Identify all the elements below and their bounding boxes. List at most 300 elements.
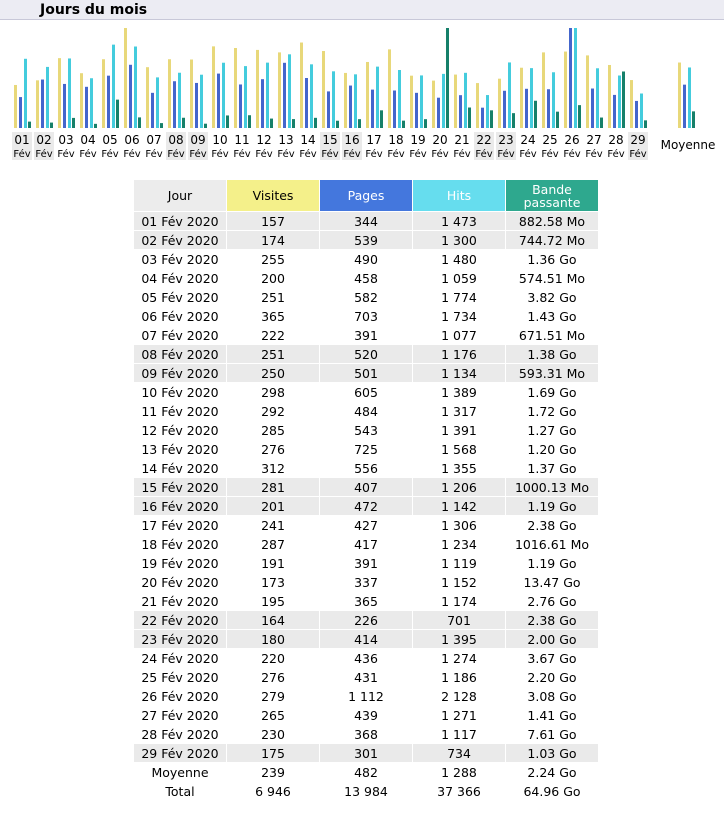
cell-bande: 1.69 Go [527, 384, 577, 400]
cell-bande: 1.19 Go [506, 497, 598, 515]
cell-jour: 23 Fév 2020 [134, 630, 226, 648]
table-row [134, 516, 598, 534]
bar-pages [591, 89, 594, 128]
bar-pages [327, 91, 330, 128]
table-row [134, 288, 598, 306]
cell-bande: 1000.13 Mo [506, 478, 598, 496]
bar-visites [432, 81, 435, 128]
bar-hits [464, 73, 467, 128]
cell-hits: 1 473 [413, 212, 505, 230]
table-row [134, 573, 598, 591]
cell-visites: 281 [227, 478, 319, 496]
table-row [134, 535, 598, 553]
bar-bande [490, 110, 493, 128]
day-month-label: Fév [475, 149, 493, 160]
day-month-label: Fév [409, 149, 427, 160]
cell-bande: 744.72 Mo [506, 231, 598, 249]
bar-visites [146, 67, 149, 128]
cell-jour: 27 Fév 2020 [141, 707, 219, 723]
bar-hits [376, 67, 379, 128]
cell-pages: 301 [320, 744, 412, 762]
day-month-label: Fév [101, 149, 119, 160]
bar-bande [28, 122, 31, 128]
average-bar-hits [688, 67, 691, 128]
cell-jour: 19 Fév 2020 [141, 555, 219, 571]
day-month-label: Fév [189, 149, 207, 160]
bar-pages [41, 80, 44, 128]
bar-pages [393, 91, 396, 129]
cell-jour: 11 Fév 2020 [141, 403, 219, 419]
cell-visites: 191 [261, 555, 285, 571]
table-row [134, 440, 598, 458]
cell-hits: 1 317 [441, 403, 477, 419]
bar-hits [178, 73, 181, 128]
cell-hits: 1 117 [441, 726, 477, 742]
cell-jour: 07 Fév 2020 [141, 327, 219, 343]
cell-bande: 1.41 Go [527, 707, 577, 723]
cell-pages: 501 [320, 364, 412, 382]
bar-visites [608, 65, 611, 128]
header-bande-passante: Bande passante [506, 180, 598, 211]
cell-hits: 1 568 [441, 441, 477, 457]
bar-bande [644, 120, 647, 128]
bar-hits [420, 75, 423, 128]
cell-bande: 64.96 Go [523, 783, 581, 799]
cell-bande: 1.20 Go [527, 441, 577, 457]
bar-visites [454, 75, 457, 128]
bar-pages [283, 63, 286, 128]
table-row [134, 592, 598, 610]
bar-bande [314, 118, 317, 128]
day-month-label: Fév [607, 149, 625, 160]
bar-bande [380, 110, 383, 128]
bar-bande [402, 121, 405, 128]
day-number-label: 12 [256, 133, 272, 147]
cell-jour: 17 Fév 2020 [141, 517, 219, 533]
bar-bande [138, 117, 141, 128]
bar-pages [459, 95, 462, 128]
bar-pages [173, 81, 176, 128]
day-month-label: Fév [453, 149, 471, 160]
bar-bande [226, 115, 229, 128]
bar-pages [569, 28, 572, 128]
bar-bande [512, 113, 515, 128]
bar-pages [481, 108, 484, 128]
cell-visites: 175 [227, 744, 319, 762]
bar-hits [244, 66, 247, 128]
cell-hits: 1 391 [441, 422, 477, 438]
day-number-label: 06 [124, 133, 140, 147]
day-month-label: Fév [79, 149, 97, 160]
cell-bande: 1.36 Go [527, 251, 577, 267]
bar-bande [248, 115, 251, 128]
day-month-label: Fév [387, 149, 405, 160]
day-month-label: Fév [167, 149, 185, 160]
table-row [134, 212, 598, 230]
cell-hits: 1 142 [413, 497, 505, 515]
cell-visites: 195 [261, 593, 285, 609]
bar-visites [58, 58, 61, 128]
cell-bande: 2.24 Go [527, 764, 577, 780]
cell-jour: 24 Fév 2020 [141, 650, 219, 666]
cell-pages: 482 [354, 764, 378, 780]
bar-pages [107, 76, 110, 128]
bar-visites [388, 49, 391, 128]
cell-bande: 1.43 Go [527, 308, 577, 324]
day-number-label: 29 [630, 133, 646, 147]
cell-jour: 16 Fév 2020 [134, 497, 226, 515]
cell-jour: 08 Fév 2020 [134, 345, 226, 363]
cell-jour: 26 Fév 2020 [141, 688, 219, 704]
cell-visites: 201 [227, 497, 319, 515]
cell-hits: 1 119 [441, 555, 477, 571]
cell-jour: 05 Fév 2020 [141, 289, 219, 305]
cell-visites: 173 [261, 574, 285, 590]
section-title-bar [0, 0, 724, 20]
header-hits: Hits [413, 180, 505, 211]
bar-pages [613, 95, 616, 128]
bar-visites [410, 76, 413, 128]
header-jour: Jour [134, 180, 226, 211]
bar-bande [534, 101, 537, 128]
bar-hits [354, 74, 357, 128]
cell-bande: 1.27 Go [527, 422, 577, 438]
bar-pages [635, 101, 638, 128]
cell-pages: 427 [354, 517, 378, 533]
header-visites: Visites [227, 180, 319, 211]
cell-bande: 3.82 Go [527, 289, 577, 305]
day-number-label: 03 [58, 133, 74, 147]
bar-bande [446, 28, 449, 128]
cell-hits: 734 [413, 744, 505, 762]
cell-jour: Total [165, 783, 195, 799]
day-month-label: Fév [541, 149, 559, 160]
day-number-label: 11 [234, 133, 250, 147]
bar-bande [468, 108, 471, 128]
table-row [134, 307, 598, 325]
table-row-total [134, 782, 598, 800]
bar-hits [640, 94, 643, 128]
bar-hits [266, 63, 269, 128]
cell-hits: 701 [413, 611, 505, 629]
cell-visites: 250 [227, 364, 319, 382]
cell-bande: 7.61 Go [527, 726, 577, 742]
cell-visites: 255 [261, 251, 285, 267]
cell-hits: 1 234 [441, 536, 477, 552]
average-label: Moyenne [660, 138, 716, 152]
cell-bande: 2.38 Go [527, 517, 577, 533]
cell-pages: 472 [320, 497, 412, 515]
table-row [134, 269, 598, 287]
cell-pages: 543 [354, 422, 378, 438]
bar-visites [212, 46, 215, 128]
cell-bande: 1.38 Go [506, 345, 598, 363]
bar-hits [508, 62, 511, 128]
cell-bande: 3.67 Go [527, 650, 577, 666]
cell-hits: 1 134 [413, 364, 505, 382]
cell-pages: 582 [354, 289, 378, 305]
cell-visites: 279 [261, 688, 285, 704]
bar-hits [68, 58, 71, 128]
bar-bande [116, 100, 119, 128]
bar-bande [94, 124, 97, 128]
cell-pages: 431 [354, 669, 378, 685]
bar-pages [305, 78, 308, 128]
day-number-label: 14 [300, 133, 316, 147]
day-month-label: Fév [277, 149, 295, 160]
bar-hits [530, 68, 533, 128]
day-number-label: 18 [388, 133, 404, 147]
cell-jour: 14 Fév 2020 [141, 460, 219, 476]
cell-jour: 29 Fév 2020 [134, 744, 226, 762]
cell-jour: 21 Fév 2020 [141, 593, 219, 609]
cell-hits: 1 077 [441, 327, 477, 343]
day-number-label: 05 [102, 133, 118, 147]
cell-pages: 436 [354, 650, 378, 666]
day-month-label: Fév [497, 149, 515, 160]
cell-jour: 01 Fév 2020 [134, 212, 226, 230]
cell-jour: 03 Fév 2020 [141, 251, 219, 267]
day-number-label: 13 [278, 133, 294, 147]
cell-bande: 1016.61 Mo [514, 536, 590, 552]
bar-pages [217, 74, 220, 128]
cell-visites: 312 [261, 460, 285, 476]
cell-bande: 882.58 Mo [506, 212, 598, 230]
cell-visites: 222 [261, 327, 285, 343]
bar-visites [124, 28, 127, 128]
table-row [134, 250, 598, 268]
bar-visites [36, 80, 39, 128]
day-month-label: Fév [519, 149, 537, 160]
cell-hits: 1 774 [441, 289, 477, 305]
cell-pages: 368 [354, 726, 378, 742]
header-pages: Pages [320, 180, 412, 211]
table-row-moyenne [134, 763, 598, 781]
cell-hits: 1 355 [441, 460, 477, 476]
bar-hits [442, 74, 445, 128]
bar-hits [24, 59, 27, 128]
cell-visites: 251 [227, 345, 319, 363]
cell-pages: 484 [354, 403, 378, 419]
cell-visites: 174 [227, 231, 319, 249]
bar-bande [50, 123, 53, 128]
cell-visites: 292 [261, 403, 285, 419]
cell-hits: 1 186 [441, 669, 477, 685]
bar-pages [503, 91, 506, 128]
cell-jour: 02 Fév 2020 [134, 231, 226, 249]
day-number-label: 10 [212, 133, 228, 147]
bar-visites [366, 62, 369, 128]
cell-pages: 417 [354, 536, 378, 552]
cell-hits: 2 128 [441, 688, 477, 704]
day-number-label: 24 [520, 133, 536, 147]
bar-bande [292, 119, 295, 128]
bar-bande [622, 72, 625, 128]
bar-hits [222, 63, 225, 128]
cell-pages: 391 [354, 327, 378, 343]
cell-hits: 1 395 [413, 630, 505, 648]
cell-jour: 04 Fév 2020 [141, 270, 219, 286]
cell-visites: 164 [227, 611, 319, 629]
cell-hits: 37 366 [437, 783, 481, 799]
cell-jour: 20 Fév 2020 [141, 574, 219, 590]
bar-visites [586, 55, 589, 128]
cell-visites: 6 946 [255, 783, 291, 799]
table-row [134, 611, 598, 629]
bar-visites [300, 43, 303, 128]
bar-pages [525, 89, 528, 128]
cell-hits: 1 059 [441, 270, 477, 286]
cell-bande: 2.20 Go [527, 669, 577, 685]
day-month-label: Fév [233, 149, 251, 160]
cell-bande: 13.47 Go [523, 574, 581, 590]
table-row [134, 326, 598, 344]
day-month-label: Fév [365, 149, 383, 160]
cell-bande: 1.03 Go [506, 744, 598, 762]
bar-pages [63, 84, 66, 128]
bar-visites [234, 48, 237, 128]
table-row [134, 649, 598, 667]
table-row [134, 706, 598, 724]
cell-visites: 200 [261, 270, 285, 286]
bar-hits [46, 67, 49, 128]
day-month-label: Fév [35, 149, 53, 160]
bar-bande [204, 124, 207, 128]
cell-pages: 725 [354, 441, 378, 457]
day-number-label: 23 [498, 133, 514, 147]
day-number-label: 21 [454, 133, 470, 147]
day-number-label: 02 [36, 133, 52, 147]
bar-pages [19, 97, 22, 128]
cell-visites: 287 [261, 536, 285, 552]
bar-visites [168, 59, 171, 128]
day-number-label: 15 [322, 133, 338, 147]
cell-hits: 1 288 [441, 764, 477, 780]
cell-bande: 1.37 Go [527, 460, 577, 476]
bar-pages [195, 83, 198, 128]
cell-pages: 365 [354, 593, 378, 609]
day-month-label: Fév [57, 149, 75, 160]
table-row [134, 231, 598, 249]
cell-pages: 391 [354, 555, 378, 571]
cell-jour: 18 Fév 2020 [141, 536, 219, 552]
cell-visites: 220 [261, 650, 285, 666]
day-month-label: Fév [343, 149, 361, 160]
bar-pages [151, 93, 154, 128]
cell-pages: 337 [354, 574, 378, 590]
day-number-label: 27 [586, 133, 602, 147]
bar-bande [270, 119, 273, 128]
cell-pages: 605 [354, 384, 378, 400]
bar-pages [415, 93, 418, 128]
day-month-label: Fév [431, 149, 449, 160]
day-month-label: Fév [255, 149, 273, 160]
cell-pages: 407 [320, 478, 412, 496]
bar-visites [14, 85, 17, 128]
cell-pages: 414 [320, 630, 412, 648]
bar-pages [437, 98, 440, 128]
cell-visites: 276 [261, 669, 285, 685]
daily-bar-chart [0, 20, 724, 160]
bar-bande [72, 118, 75, 128]
cell-bande: 671.51 Mo [518, 327, 586, 343]
day-number-label: 08 [168, 133, 184, 147]
day-month-label: Fév [299, 149, 317, 160]
bar-visites [190, 60, 193, 128]
cell-jour: 06 Fév 2020 [141, 308, 219, 324]
bar-pages [239, 84, 242, 128]
average-bar-pages [683, 85, 686, 128]
table-row [134, 364, 598, 382]
cell-pages: 344 [320, 212, 412, 230]
bar-visites [256, 50, 259, 128]
bar-bande [182, 118, 185, 128]
cell-hits: 1 271 [441, 707, 477, 723]
cell-hits: 1 174 [441, 593, 477, 609]
cell-visites: 276 [261, 441, 285, 457]
average-bar-visites [678, 63, 681, 128]
table-row [134, 554, 598, 572]
cell-bande: 2.00 Go [506, 630, 598, 648]
cell-visites: 365 [261, 308, 285, 324]
cell-jour: 10 Fév 2020 [141, 384, 219, 400]
cell-pages: 556 [354, 460, 378, 476]
cell-visites: 285 [261, 422, 285, 438]
day-number-label: 16 [344, 133, 360, 147]
cell-visites: 251 [261, 289, 285, 305]
bar-bande [600, 118, 603, 128]
table-row [134, 402, 598, 420]
daily-stats-table [133, 179, 599, 801]
bar-hits [90, 78, 93, 128]
table-row [134, 383, 598, 401]
cell-bande: 1.19 Go [527, 555, 577, 571]
bar-visites [564, 52, 567, 128]
day-month-label: Fév [629, 149, 647, 160]
bar-hits [288, 54, 291, 128]
day-month-label: Fév [211, 149, 229, 160]
day-month-label: Fév [585, 149, 603, 160]
cell-pages: 703 [354, 308, 378, 324]
cell-pages: 226 [320, 611, 412, 629]
cell-jour: Moyenne [151, 764, 209, 780]
bar-visites [322, 51, 325, 128]
day-number-label: 26 [564, 133, 580, 147]
cell-visites: 241 [261, 517, 285, 533]
bar-visites [476, 83, 479, 128]
bar-hits [310, 64, 313, 128]
bar-visites [520, 68, 523, 128]
cell-bande: 2.38 Go [506, 611, 598, 629]
day-month-label: Fév [13, 149, 31, 160]
bar-hits [332, 71, 335, 128]
bar-bande [556, 112, 559, 128]
cell-pages: 539 [320, 231, 412, 249]
day-number-label: 17 [366, 133, 382, 147]
bar-bande [336, 121, 339, 128]
day-month-label: Fév [145, 149, 163, 160]
cell-visites: 265 [261, 707, 285, 723]
section-title: Jours du mois [40, 2, 148, 18]
cell-bande: 3.08 Go [527, 688, 577, 704]
bar-hits [596, 68, 599, 128]
cell-visites: 157 [227, 212, 319, 230]
cell-pages: 439 [354, 707, 378, 723]
cell-pages: 458 [354, 270, 378, 286]
cell-pages: 13 984 [344, 783, 388, 799]
bar-hits [398, 70, 401, 128]
day-number-label: 07 [146, 133, 162, 147]
